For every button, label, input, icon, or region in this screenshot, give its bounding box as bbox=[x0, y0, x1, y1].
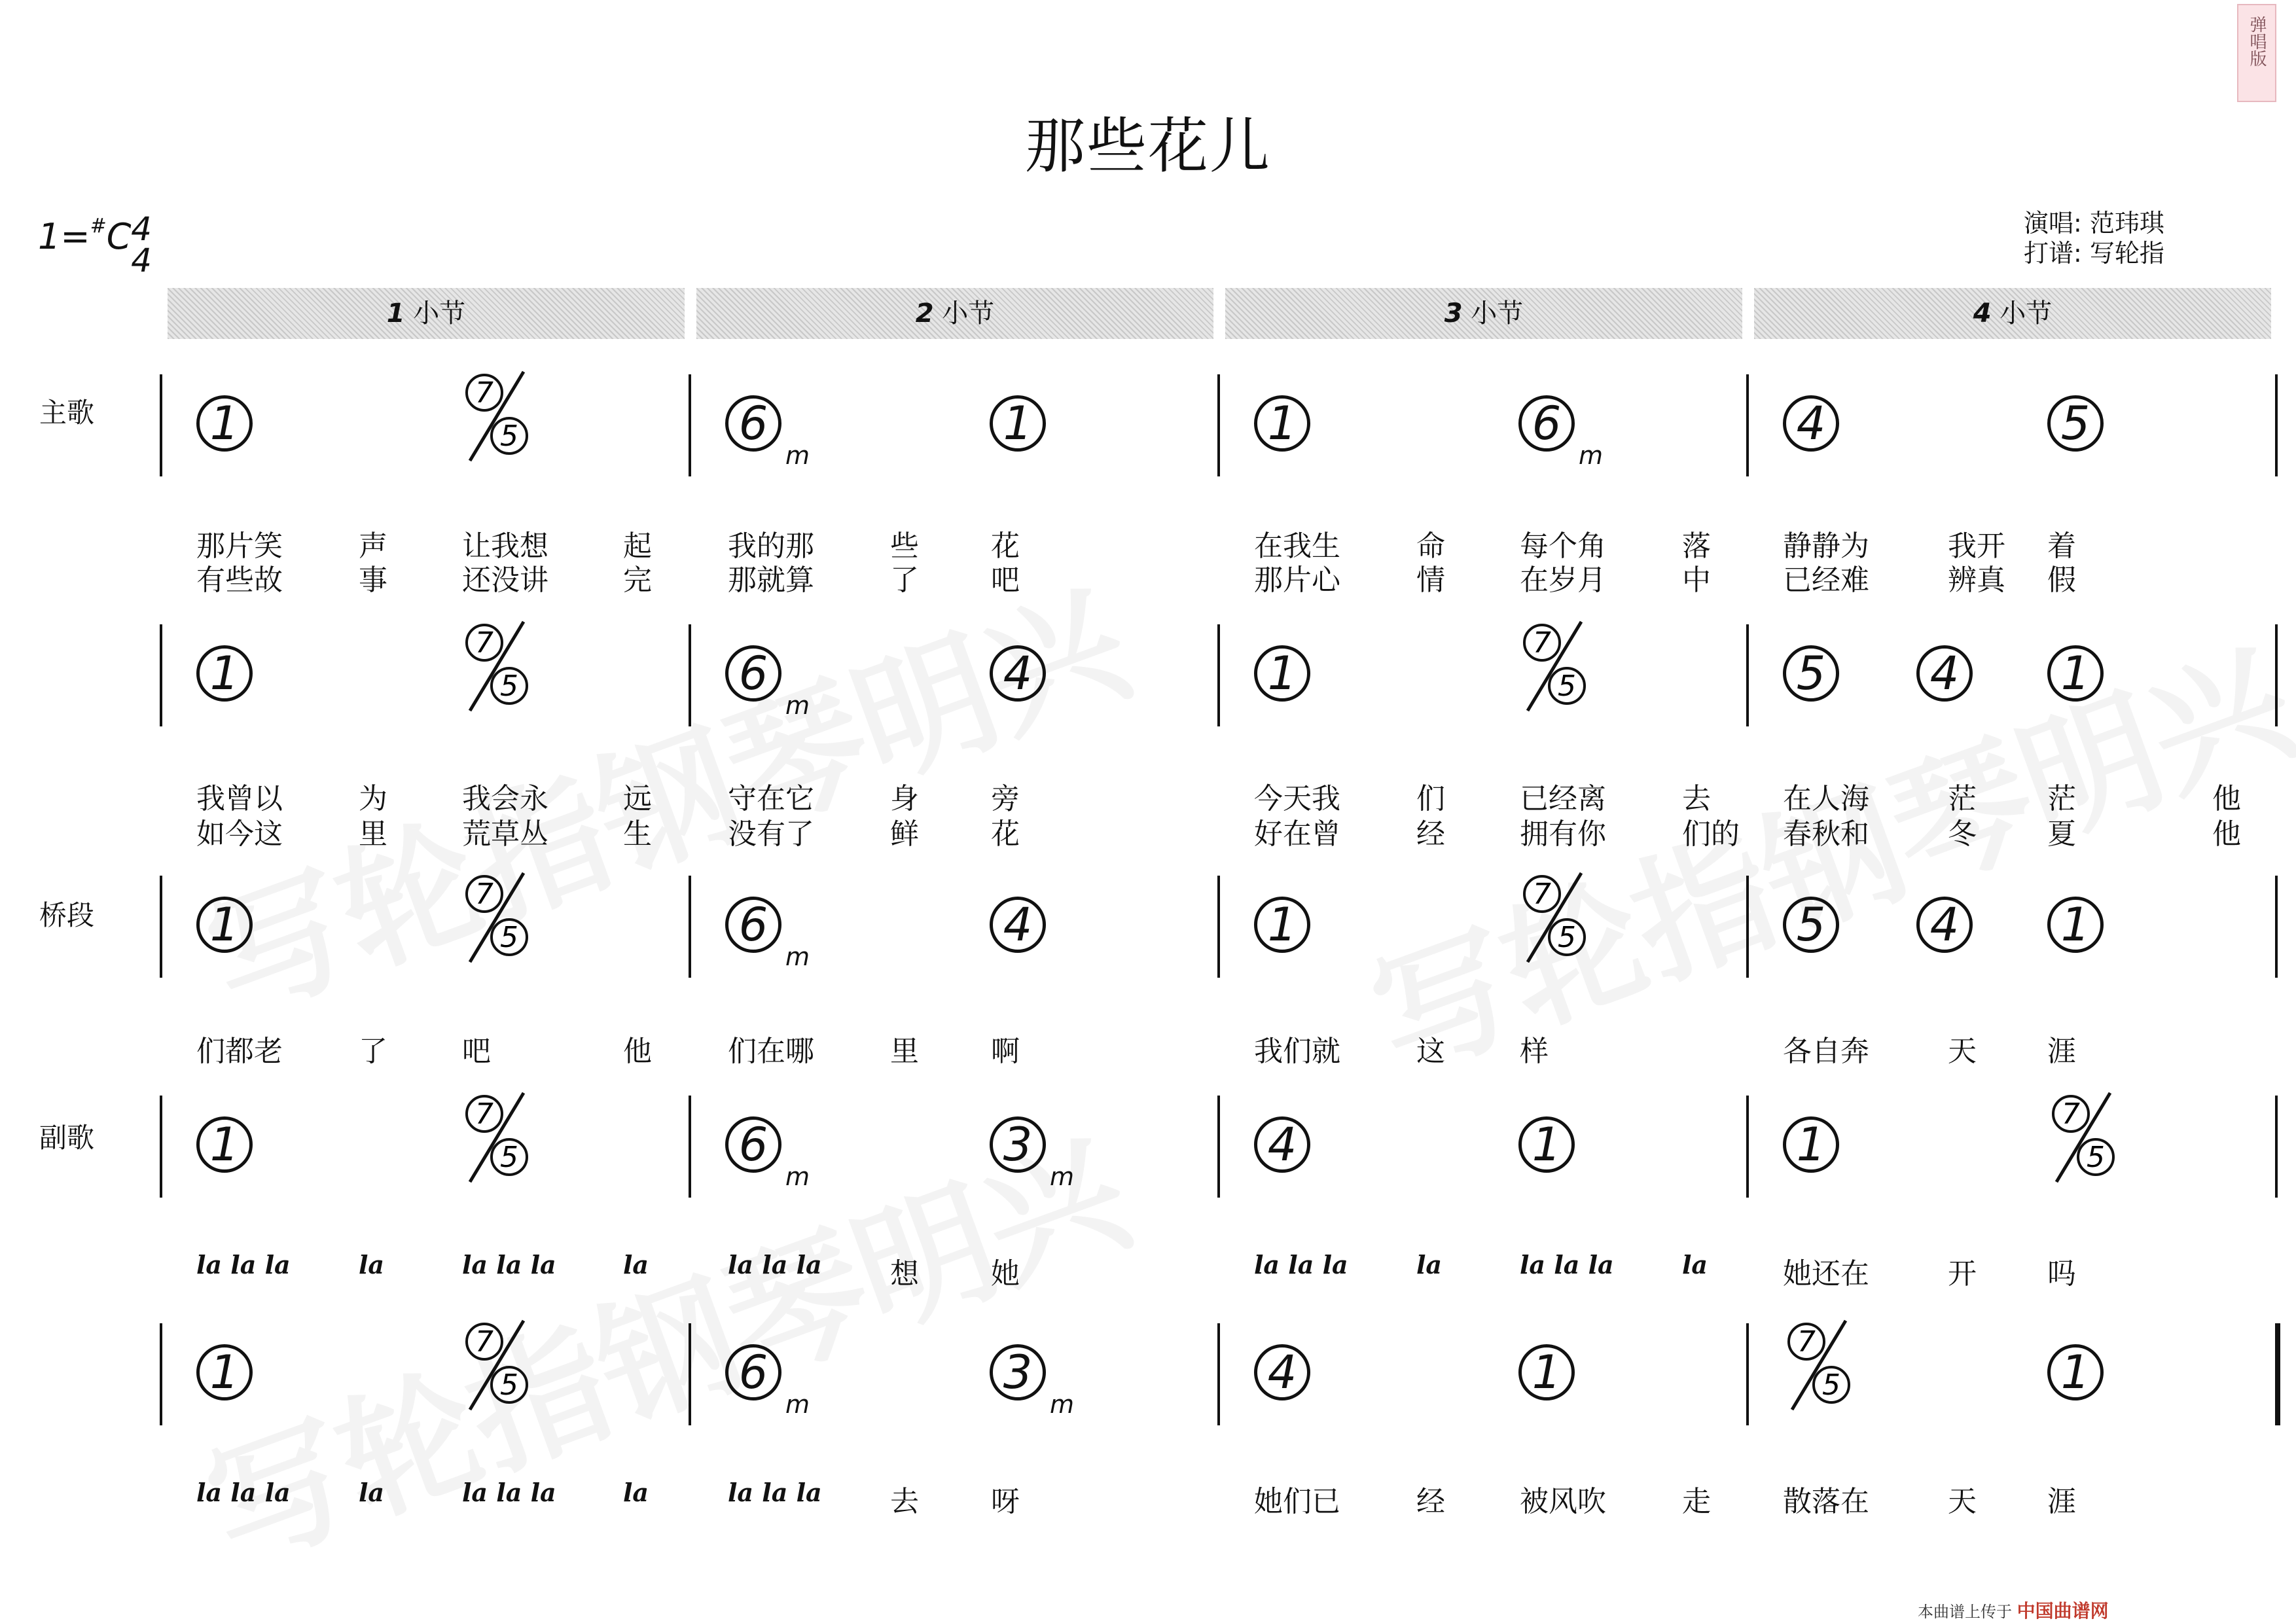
lyric-text: 他 bbox=[623, 1035, 652, 1068]
bar-line bbox=[2275, 876, 2278, 978]
chord-degree: 1 bbox=[1518, 1344, 1575, 1400]
edition-badge bbox=[2237, 4, 2276, 102]
slash-chord-graphic bbox=[2047, 1084, 2119, 1188]
lyric-text: 花 bbox=[991, 817, 1020, 851]
chord-degree: 4 bbox=[1254, 1344, 1310, 1400]
chord-denominator: 5 bbox=[1558, 669, 1576, 703]
chord-degree: 4 bbox=[990, 897, 1046, 953]
lyric-text: 今天我 bbox=[1254, 782, 1340, 815]
chord-degree: 1 bbox=[1518, 1116, 1575, 1173]
time-top: 4 bbox=[131, 210, 152, 248]
chord-numerator: 7 bbox=[1797, 1325, 1816, 1359]
measure-number: 4 bbox=[1973, 298, 1992, 329]
chord-degree: 4 bbox=[1254, 1116, 1310, 1173]
lyric-text: 些 bbox=[890, 529, 919, 563]
lyric-text: 冬 bbox=[1948, 817, 1977, 851]
lyric-text: 已经难 bbox=[1783, 563, 1869, 597]
chord-degree: 4 bbox=[990, 645, 1046, 702]
lyric-text: la la la bbox=[1520, 1250, 1614, 1279]
lyric-text: 每个角 bbox=[1520, 529, 1606, 563]
lyric-text: la bbox=[623, 1250, 649, 1279]
lyric-text: 想 bbox=[890, 1257, 919, 1291]
chord-slash bbox=[1518, 864, 1590, 969]
chord-denominator: 5 bbox=[500, 669, 518, 703]
lyric-text: 已经离 bbox=[1520, 782, 1606, 815]
bar-line bbox=[2275, 1096, 2278, 1198]
lyric-text: 那片笑 bbox=[196, 529, 283, 563]
lyric-text: 他 bbox=[2212, 782, 2241, 815]
lyric-text: 身 bbox=[890, 782, 919, 815]
chord-degree: 1 bbox=[1783, 1116, 1839, 1173]
lyric-text: 有些故 bbox=[196, 563, 283, 597]
chord-suffix: m bbox=[785, 441, 810, 470]
chord-degree: 6 bbox=[725, 645, 781, 702]
lyric-text: 如今这 bbox=[196, 817, 283, 851]
chord-denominator: 5 bbox=[500, 921, 518, 954]
measure-number: 2 bbox=[915, 298, 934, 329]
chord-degree: 4 bbox=[1916, 645, 1973, 702]
chord-degree: 1 bbox=[1254, 897, 1310, 953]
bar-line bbox=[1217, 624, 1220, 726]
lyric-text: 旁 bbox=[991, 782, 1020, 815]
lyric-text: la la la bbox=[196, 1478, 291, 1507]
lyric-text: la la la bbox=[728, 1478, 822, 1507]
lyric-text: 为 bbox=[359, 782, 387, 815]
credits bbox=[2024, 208, 2164, 268]
chord-degree: 1 bbox=[196, 897, 253, 953]
lyric-text: 花 bbox=[991, 529, 1020, 563]
lyric-text: 没有了 bbox=[728, 817, 814, 851]
lyric-text: 远 bbox=[623, 782, 652, 815]
footer-brand: 中国曲谱网 bbox=[2017, 1600, 2109, 1622]
chord-denominator: 5 bbox=[500, 419, 518, 453]
lyric-text: 走 bbox=[1682, 1485, 1711, 1518]
lyric-text: 吗 bbox=[2047, 1257, 2076, 1291]
lyric-text: 她还在 bbox=[1783, 1257, 1869, 1291]
chord-degree: 3 bbox=[990, 1344, 1046, 1400]
measure-label: 小节 bbox=[404, 298, 466, 329]
chord-numerator: 7 bbox=[1533, 626, 1551, 660]
lyric-text: 夏 bbox=[2047, 817, 2076, 851]
lyric-text: 我会永 bbox=[462, 782, 548, 815]
bar-line bbox=[689, 876, 691, 978]
chord-degree: 5 bbox=[2047, 395, 2104, 452]
lyric-text: 生 bbox=[623, 817, 652, 851]
chord-suffix: m bbox=[1050, 1390, 1075, 1419]
lyric-text: 在人海 bbox=[1783, 782, 1869, 815]
measure-header-2 bbox=[696, 288, 1213, 339]
transcriber-name: 写轮指 bbox=[2089, 239, 2164, 268]
lyric-text: 开 bbox=[1948, 1257, 1977, 1291]
chord-slash bbox=[461, 864, 533, 969]
measure-number: 3 bbox=[1444, 298, 1463, 329]
chord-degree: 6 bbox=[725, 897, 781, 953]
lyric-text: la la la bbox=[728, 1250, 822, 1279]
slash-chord-graphic bbox=[461, 1311, 533, 1416]
chord-degree: 6 bbox=[725, 1116, 781, 1173]
slash-chord-graphic bbox=[1518, 864, 1590, 969]
lyric-text: 了 bbox=[890, 563, 919, 597]
transcriber-label: 打谱: bbox=[2024, 239, 2082, 268]
chord-degree: 6 bbox=[1518, 395, 1575, 452]
lyric-text: 里 bbox=[890, 1035, 919, 1068]
slash-chord-graphic bbox=[461, 363, 533, 467]
lyric-text: 完 bbox=[623, 563, 652, 597]
lyric-text: 让我想 bbox=[462, 529, 548, 563]
lyric-text: 她们已 bbox=[1254, 1485, 1340, 1518]
chord-denominator: 5 bbox=[1558, 921, 1576, 954]
measure-label: 小节 bbox=[1991, 298, 2053, 329]
measure-header-3 bbox=[1225, 288, 1742, 339]
chord-slash bbox=[461, 363, 533, 467]
lyric-text: 那就算 bbox=[728, 563, 814, 597]
lyric-text: 情 bbox=[1416, 563, 1445, 597]
chord-slash bbox=[2047, 1084, 2119, 1188]
bar-line bbox=[1217, 1323, 1220, 1425]
chord-degree: 3 bbox=[990, 1116, 1046, 1173]
slash-chord-graphic bbox=[461, 864, 533, 969]
lyric-text: 起 bbox=[623, 529, 652, 563]
chord-degree: 1 bbox=[1254, 645, 1310, 702]
lyric-text: 声 bbox=[359, 529, 387, 563]
lyric-text: la la la bbox=[196, 1250, 291, 1279]
lyric-text: 们都老 bbox=[196, 1035, 283, 1068]
lyric-text: 们 bbox=[1416, 782, 1445, 815]
time-bottom: 4 bbox=[131, 241, 152, 279]
bar-line bbox=[160, 1323, 162, 1425]
bar-line bbox=[1746, 1323, 1749, 1425]
lyric-text: 假 bbox=[2047, 563, 2076, 597]
lyric-text: la bbox=[623, 1478, 649, 1507]
chord-suffix: m bbox=[785, 1390, 810, 1419]
lyric-text: 他 bbox=[2212, 817, 2241, 851]
chord-slash bbox=[461, 613, 533, 717]
chord-degree: 1 bbox=[196, 1344, 253, 1400]
bar-line bbox=[1217, 1096, 1220, 1198]
section-label-chorus: 副歌 bbox=[39, 1122, 95, 1154]
section-label-verse: 主歌 bbox=[39, 397, 95, 429]
chord-slash bbox=[1783, 1311, 1855, 1416]
measure-number: 1 bbox=[386, 298, 405, 329]
lyric-text: 着 bbox=[2047, 529, 2076, 563]
lyric-text: 被风吹 bbox=[1520, 1485, 1606, 1518]
lyric-text: 还没讲 bbox=[462, 563, 548, 597]
lyric-text: 们的 bbox=[1682, 817, 1740, 851]
slash-chord-graphic bbox=[1783, 1311, 1855, 1416]
lyric-text: 里 bbox=[359, 817, 387, 851]
chord-slash bbox=[1518, 613, 1590, 717]
bar-line bbox=[1746, 624, 1749, 726]
lyric-text: 去 bbox=[1682, 782, 1711, 815]
section-label-bridge: 桥段 bbox=[39, 899, 95, 931]
chord-degree: 1 bbox=[196, 395, 253, 452]
key-accidental: # bbox=[90, 215, 107, 238]
lyric-text: 春秋和 bbox=[1783, 817, 1869, 851]
lyric-text: 吧 bbox=[991, 563, 1020, 597]
lyric-text: 我开 bbox=[1948, 529, 2005, 563]
chord-degree: 4 bbox=[1783, 395, 1839, 452]
bar-line bbox=[1217, 374, 1220, 476]
bar-line bbox=[1746, 1096, 1749, 1198]
lyric-text: 拥有你 bbox=[1520, 817, 1606, 851]
lyric-text: 茫 bbox=[1948, 782, 1977, 815]
bar-line bbox=[2275, 374, 2278, 476]
chord-numerator: 7 bbox=[1533, 878, 1551, 911]
chord-degree: 5 bbox=[1783, 897, 1839, 953]
time-signature bbox=[128, 210, 154, 279]
measure-header-1 bbox=[168, 288, 685, 339]
lyric-text: 荒草丛 bbox=[462, 817, 548, 851]
lyric-text: la bbox=[359, 1478, 385, 1507]
lyric-text: 经 bbox=[1416, 817, 1445, 851]
chord-degree: 1 bbox=[2047, 645, 2104, 702]
chord-numerator: 7 bbox=[475, 376, 493, 410]
bar-line bbox=[2275, 624, 2278, 726]
chord-suffix: m bbox=[785, 691, 810, 720]
lyric-text: 样 bbox=[1520, 1035, 1549, 1068]
lyric-text: 辨真 bbox=[1948, 563, 2005, 597]
lyric-text: 在我生 bbox=[1254, 529, 1340, 563]
lyric-text: la la la bbox=[462, 1478, 556, 1507]
chord-suffix: m bbox=[785, 942, 810, 971]
lyric-text: 涯 bbox=[2047, 1035, 2076, 1068]
lyric-text: 呀 bbox=[991, 1485, 1020, 1518]
lyric-text: 中 bbox=[1682, 563, 1711, 597]
lyric-text: 涯 bbox=[2047, 1485, 2076, 1518]
chord-slash bbox=[461, 1311, 533, 1416]
lyric-text: 散落在 bbox=[1783, 1485, 1869, 1518]
chord-slash bbox=[461, 1084, 533, 1188]
lyric-text: 各自奔 bbox=[1783, 1035, 1869, 1068]
chord-degree: 5 bbox=[1783, 645, 1839, 702]
footer-text: 本曲谱上传于 bbox=[1918, 1603, 2012, 1621]
lyric-text: 去 bbox=[890, 1485, 919, 1518]
lyric-text: la la la bbox=[1254, 1250, 1348, 1279]
key-signature: 1=#C bbox=[38, 215, 132, 257]
chord-degree: 1 bbox=[990, 395, 1046, 452]
measure-header-4 bbox=[1754, 288, 2271, 339]
chord-suffix: m bbox=[1579, 441, 1604, 470]
chord-numerator: 7 bbox=[475, 626, 493, 660]
key-tonic: 1 bbox=[38, 216, 61, 257]
chord-denominator: 5 bbox=[500, 1368, 518, 1402]
bar-line bbox=[160, 876, 162, 978]
chord-degree: 1 bbox=[2047, 897, 2104, 953]
bar-line bbox=[689, 374, 691, 476]
chord-suffix: m bbox=[785, 1162, 810, 1191]
chord-degree: 4 bbox=[1916, 897, 1973, 953]
chord-degree: 6 bbox=[725, 1344, 781, 1400]
bar-line bbox=[689, 624, 691, 726]
lyric-text: 天 bbox=[1948, 1035, 1977, 1068]
lyric-text: 在岁月 bbox=[1520, 563, 1606, 597]
lyric-text: 事 bbox=[359, 563, 387, 597]
bar-line bbox=[160, 1096, 162, 1198]
chord-denominator: 5 bbox=[2087, 1141, 2105, 1174]
chord-denominator: 5 bbox=[1822, 1368, 1840, 1402]
lyric-text: la bbox=[359, 1250, 385, 1279]
bar-line bbox=[1217, 876, 1220, 978]
measure-label: 小节 bbox=[933, 298, 995, 329]
lyric-text: 我们就 bbox=[1254, 1035, 1340, 1068]
lyric-text: 守在它 bbox=[728, 782, 814, 815]
chord-numerator: 7 bbox=[2062, 1097, 2080, 1131]
lyric-text: 她 bbox=[991, 1257, 1020, 1291]
chord-degree: 1 bbox=[2047, 1344, 2104, 1400]
lyric-text: 啊 bbox=[991, 1035, 1020, 1068]
slash-chord-graphic bbox=[461, 1084, 533, 1188]
chord-numerator: 7 bbox=[475, 1097, 493, 1131]
chord-denominator: 5 bbox=[500, 1141, 518, 1174]
chord-degree: 6 bbox=[725, 395, 781, 452]
bar-line bbox=[160, 374, 162, 476]
lyric-text: 经 bbox=[1416, 1485, 1445, 1518]
edition-badge-text: 弹唱版 bbox=[2247, 16, 2267, 67]
lyric-text: 鲜 bbox=[890, 817, 919, 851]
slash-chord-graphic bbox=[461, 613, 533, 717]
bar-line bbox=[1746, 374, 1749, 476]
song-title: 那些花儿 bbox=[1024, 111, 1271, 181]
lyric-text: 茫 bbox=[2047, 782, 2076, 815]
chord-numerator: 7 bbox=[475, 1325, 493, 1359]
lyric-text: 静静为 bbox=[1783, 529, 1869, 563]
bar-line bbox=[689, 1096, 691, 1198]
lyric-text: 我的那 bbox=[728, 529, 814, 563]
chord-degree: 1 bbox=[1254, 395, 1310, 452]
lyric-text: 们在哪 bbox=[728, 1035, 814, 1068]
lyric-text: 那片心 bbox=[1254, 563, 1340, 597]
bar-line bbox=[2275, 1323, 2280, 1425]
chord-degree: 1 bbox=[196, 645, 253, 702]
lyric-text: 吧 bbox=[462, 1035, 491, 1068]
chord-suffix: m bbox=[1050, 1162, 1075, 1191]
lyric-text: 命 bbox=[1416, 529, 1445, 563]
lyric-text: 了 bbox=[359, 1035, 387, 1068]
chord-numerator: 7 bbox=[475, 878, 493, 911]
lyric-text: 落 bbox=[1682, 529, 1711, 563]
lyric-text: 这 bbox=[1416, 1035, 1445, 1068]
singer-name: 范玮琪 bbox=[2089, 209, 2164, 238]
lyric-text: la la la bbox=[462, 1250, 556, 1279]
lyric-text: la bbox=[1416, 1250, 1443, 1279]
bar-line bbox=[1746, 876, 1749, 978]
chord-degree: 1 bbox=[196, 1116, 253, 1173]
bar-line bbox=[689, 1323, 691, 1425]
lyric-text: 我曾以 bbox=[196, 782, 283, 815]
bar-line bbox=[160, 624, 162, 726]
lyric-text: la bbox=[1682, 1250, 1708, 1279]
lyric-text: 好在曾 bbox=[1254, 817, 1340, 851]
measure-label: 小节 bbox=[1462, 298, 1524, 329]
lyric-text: 天 bbox=[1948, 1485, 1977, 1518]
singer-label: 演唱: bbox=[2024, 209, 2082, 238]
slash-chord-graphic bbox=[1518, 613, 1590, 717]
footer bbox=[1918, 1597, 2109, 1623]
key-note: C bbox=[106, 216, 132, 257]
